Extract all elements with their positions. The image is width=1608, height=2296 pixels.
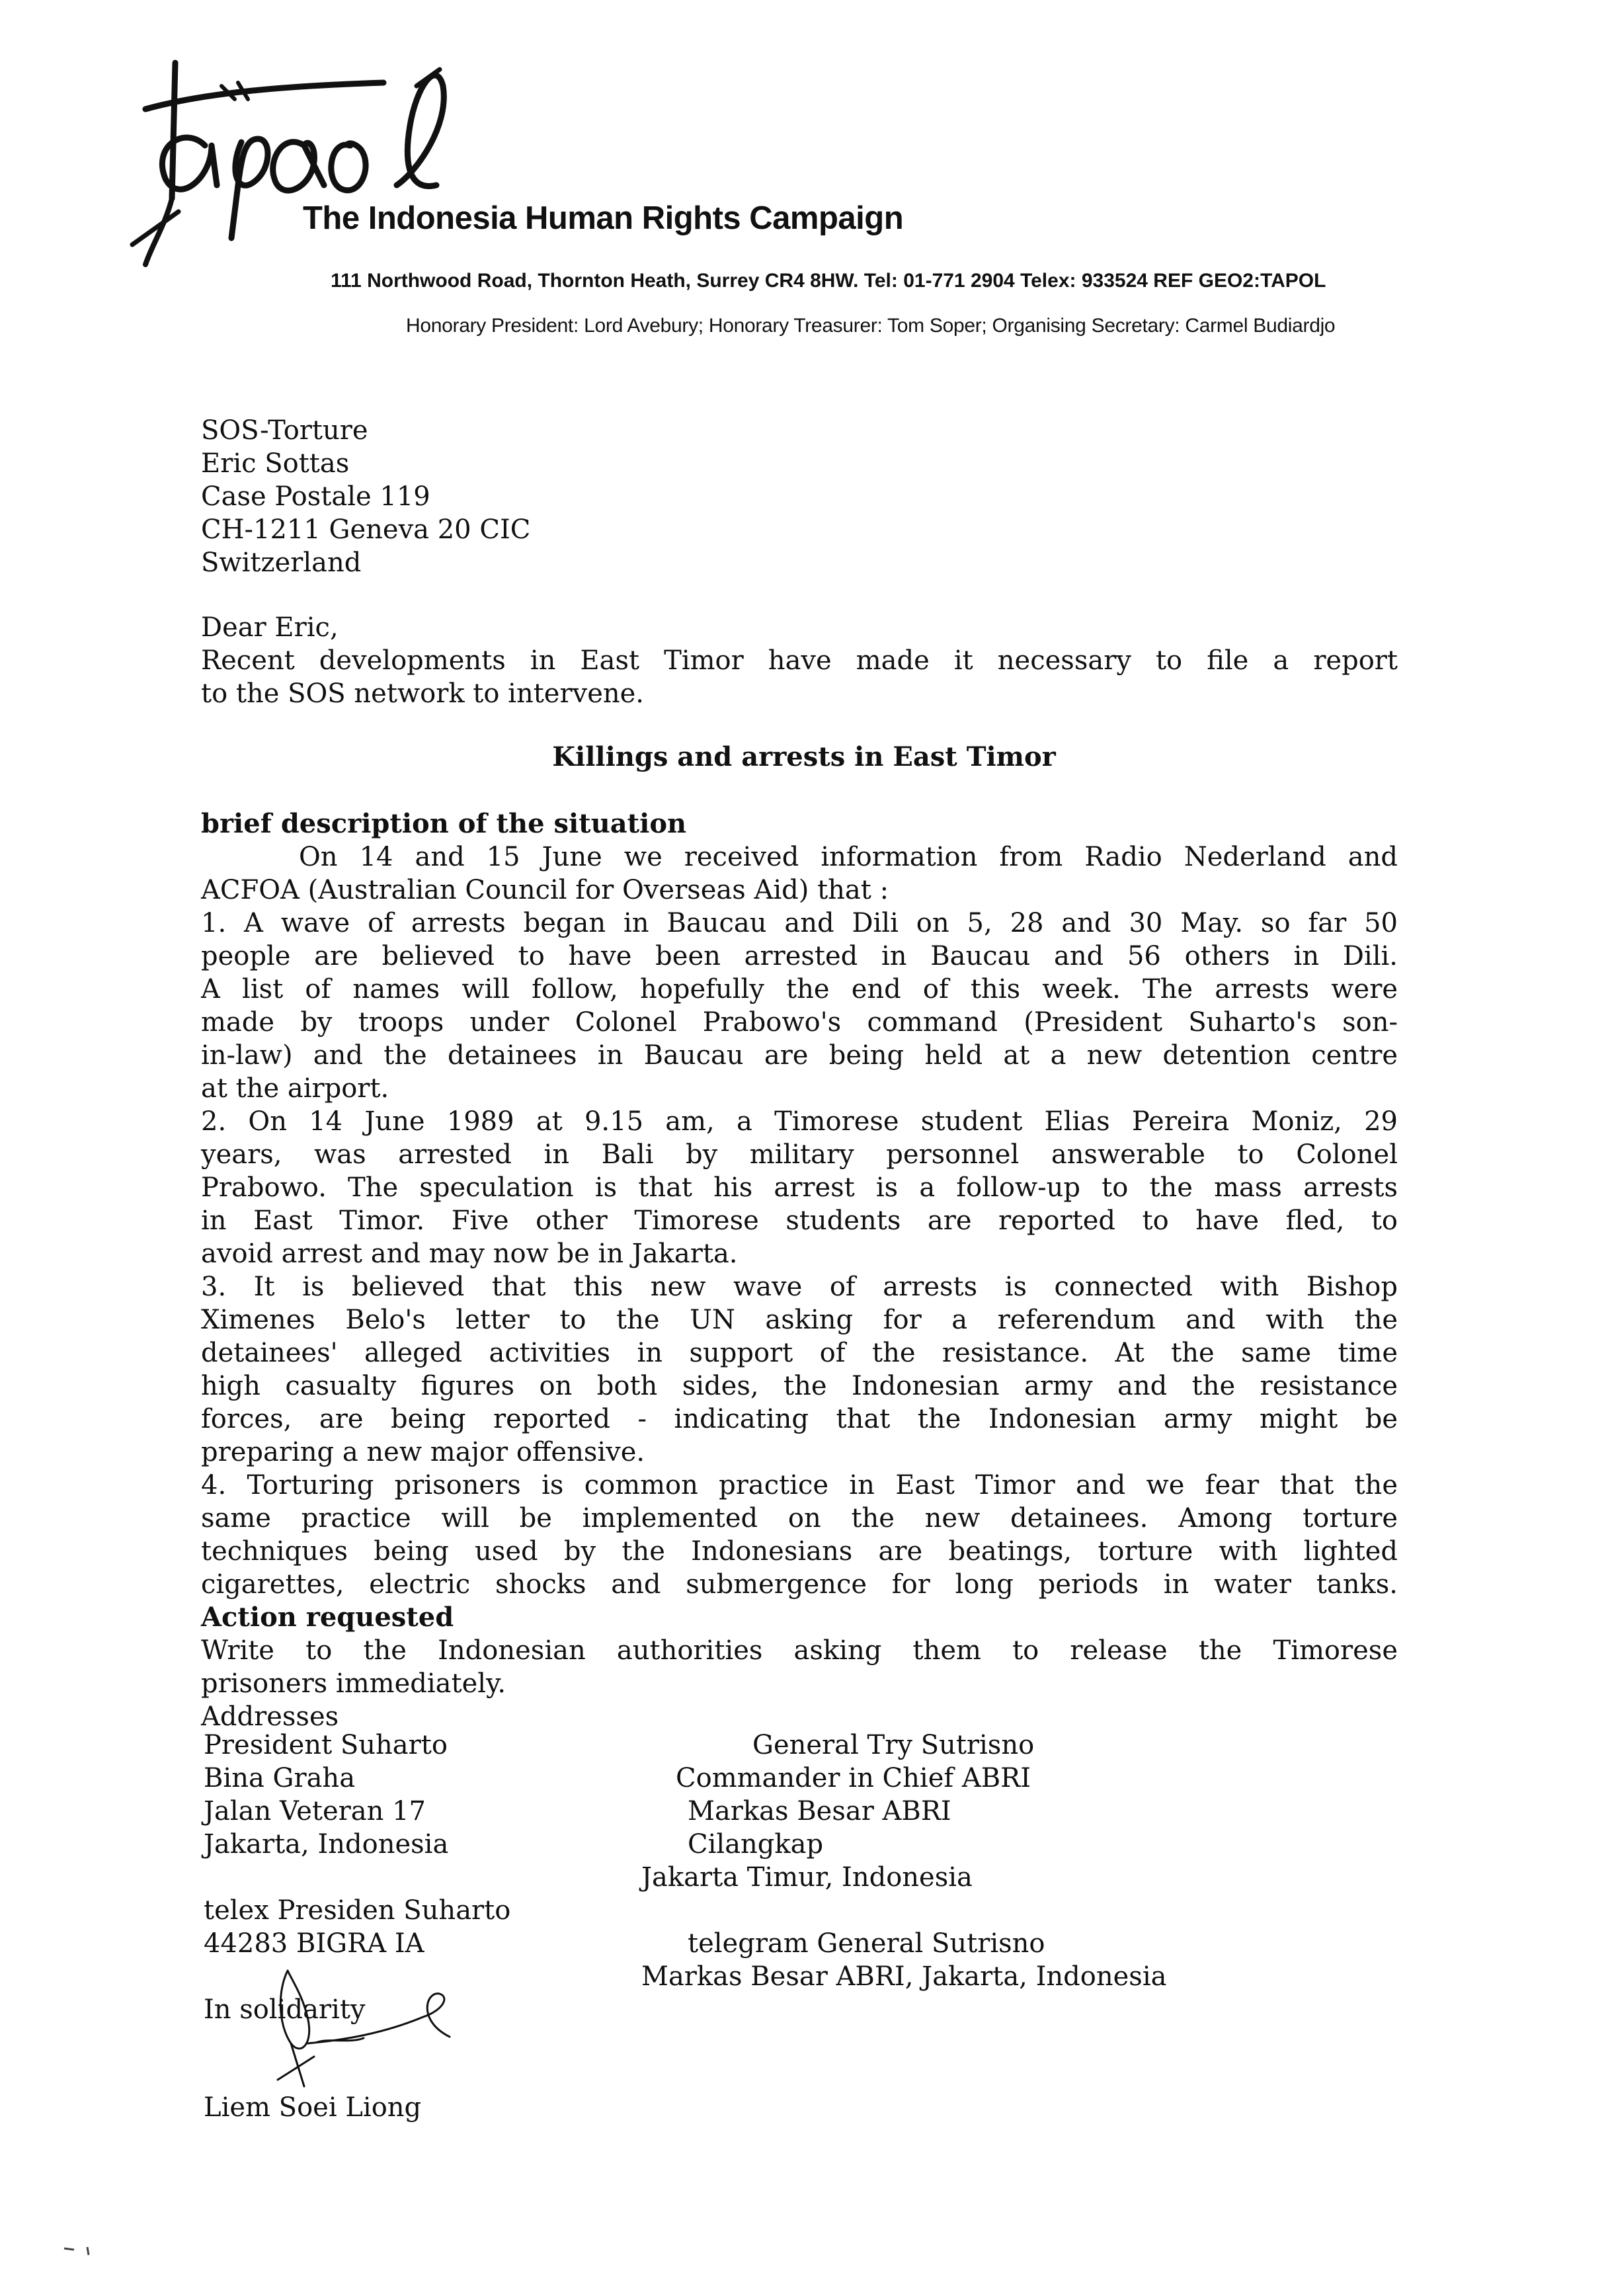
- address-line: President Suharto: [204, 1730, 448, 1760]
- paragraph-line: same practice will be implemented on the new detainees. Among torture: [201, 1503, 1398, 1534]
- telegram-general: [635, 1927, 1166, 1993]
- organization-title: The Indonesia Human Rights Campaign: [303, 200, 904, 236]
- paragraph-line: 3. It is believed that this new wave of arrests is connected with Bishop: [201, 1272, 1398, 1302]
- signature-graphic: [251, 1964, 463, 2090]
- telex-line: telex Presiden Suharto: [204, 1895, 511, 1926]
- recipient-address: [201, 414, 530, 579]
- action-line: Write to the Indonesian authorities asking them to release the Timorese: [201, 1635, 1398, 1666]
- recipient-line: Eric Sottas: [201, 448, 350, 479]
- recipient-line: CH-1211 Geneva 20 CIC: [201, 514, 531, 545]
- intro-line: to the SOS network to intervene.: [201, 678, 645, 709]
- address-president: [204, 1729, 448, 1861]
- scan-mark-graphic: [61, 2235, 114, 2262]
- telex-line: 44283 BIGRA IA: [204, 1928, 424, 1959]
- address-line: Bina Graha: [204, 1763, 356, 1793]
- address-line: telegram General Sutrisno: [688, 1928, 1045, 1959]
- paragraph-line: ACFOA (Australian Council for Overseas Aid) that :: [201, 875, 889, 905]
- paragraph-line: years, was arrested in Bali by military personnel answerable to Colonel: [201, 1139, 1398, 1170]
- paragraph-line: Prabowo. The speculation is that his arrest is a follow-up to the mass arrests: [201, 1172, 1398, 1203]
- address-general: [635, 1729, 1034, 1894]
- tapol-logo: [106, 46, 476, 284]
- paragraph-line: techniques being used by the Indonesians are beatings, torture with lighted: [201, 1536, 1398, 1567]
- paragraph-line: people are believed to have been arrested in Baucau and 56 others in Dili.: [201, 941, 1398, 971]
- paragraph-line: 2. On 14 June 1989 at 9.15 am, a Timorese student Elias Pereira Moniz, 29: [201, 1106, 1398, 1137]
- address-line: Cilangkap: [688, 1829, 824, 1860]
- letter-opening: [201, 611, 1398, 710]
- salutation: Dear Eric,: [201, 612, 339, 643]
- intro-line: Recent developments in East Timor have made it necessary to file a report: [201, 645, 1398, 676]
- address-line: General Try Sutrisno: [752, 1730, 1035, 1760]
- signer-name: Liem Soei Liong: [204, 2092, 422, 2123]
- scan-mark: [61, 2235, 114, 2262]
- paragraph-line: preparing a new major offensive.: [201, 1437, 645, 1467]
- telex-president: [204, 1894, 510, 1960]
- address-line: Commander in Chief ABRI: [676, 1763, 1031, 1793]
- paragraph-line: forces, are being reported - indicating that the Indonesian army might be: [201, 1404, 1398, 1434]
- letter-body: [201, 807, 1398, 1733]
- paragraph-line: cigarettes, electric shocks and submergence for long periods in water tanks.: [201, 1569, 1398, 1600]
- recipient-line: Switzerland: [201, 548, 362, 578]
- section-heading: Action requested: [201, 1602, 454, 1633]
- addresses-label: Addresses: [201, 1702, 339, 1732]
- address-line: Markas Besar ABRI, Jakarta, Indonesia: [641, 1961, 1167, 1992]
- address-line: Jalan Veteran 17: [204, 1796, 426, 1826]
- paragraph-line: high casualty figures on both sides, the Indonesian army and the resistance: [201, 1371, 1398, 1401]
- recipient-line: Case Postale 119: [201, 481, 430, 512]
- address-line: Jakarta, Indonesia: [204, 1829, 449, 1860]
- subject-heading: Killings and arrests in East Timor: [552, 741, 1056, 772]
- paragraph-line: at the airport.: [201, 1073, 389, 1104]
- situation-description: [201, 840, 1398, 1601]
- paragraph-line: 1. A wave of arrests began in Baucau and Dili on 5, 28 and 30 May. so far 50: [201, 908, 1398, 938]
- organization-officers: Honorary President: Lord Avebury; Honorary Treasurer: Tom Soper; Organising Secretary: Carmel Budiardjo: [406, 315, 1336, 337]
- paragraph-line: in-law) and the detainees in Baucau are being held at a new detention centre: [201, 1040, 1398, 1071]
- paragraph-line: 4. Torturing prisoners is common practice in East Timor and we fear that the: [201, 1470, 1398, 1500]
- paragraph-line: Ximenes Belo's letter to the UN asking for a referendum and with the: [201, 1305, 1398, 1335]
- tapol-logo-graphic: [106, 46, 476, 284]
- organization-address: 111 Northwood Road, Thornton Heath, Surrey CR4 8HW. Tel: 01-771 2904 Telex: 933524 REF GEO2:TAPOL: [331, 270, 1326, 292]
- paragraph-line: On 14 and 15 June we received information from Radio Nederland and: [299, 842, 1398, 872]
- sign-off: In solidarity: [204, 1994, 366, 2025]
- paragraph-line: made by troops under Colonel Prabowo's command (President Suharto's son-: [201, 1007, 1398, 1038]
- handwritten-signature: [251, 1964, 463, 2090]
- address-line: Markas Besar ABRI: [688, 1796, 951, 1826]
- recipient-line: SOS-Torture: [201, 415, 368, 446]
- paragraph-line: A list of names will follow, hopefully the end of this week. The arrests were: [201, 974, 1398, 1004]
- address-line: Jakarta Timur, Indonesia: [641, 1862, 973, 1893]
- action-line: prisoners immediately.: [201, 1668, 506, 1699]
- paragraph-line: detainees' alleged activities in support of the resistance. At the same time: [201, 1338, 1398, 1368]
- paragraph-line: in East Timor. Five other Timorese students are reported to have fled, to: [201, 1206, 1398, 1236]
- paragraph-line: avoid arrest and may now be in Jakarta.: [201, 1239, 738, 1269]
- section-heading: brief description of the situation: [201, 808, 687, 839]
